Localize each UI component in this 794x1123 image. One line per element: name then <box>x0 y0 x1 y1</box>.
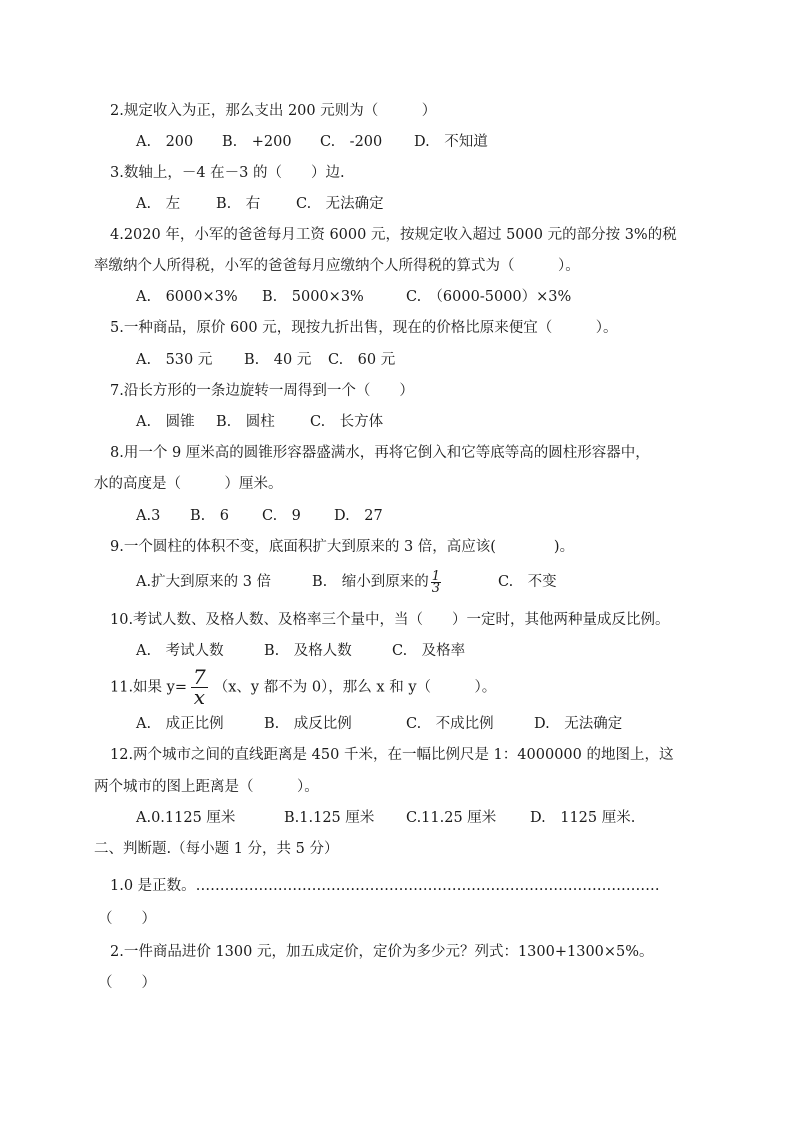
question-3-option-a: A. 左 <box>136 196 181 212</box>
question-12-option-d: D. 1125 厘米. <box>530 810 636 826</box>
question-4-option-a: A. 6000×3% <box>136 289 238 305</box>
question-5-option-b: B. 40 元 <box>244 352 312 368</box>
question-12-stem-line1: 12.两个城市之间的直线距离是 450 千米，在一幅比例尺是 1：4000000 的地图上，这 <box>110 747 674 763</box>
question-11-option-c: C. 不成比例 <box>406 716 494 732</box>
question-2-stem: 2.规定收入为正，那么支出 200 元则为（ ） <box>110 103 437 119</box>
question-4-stem-line2: 率缴纳个人所得税，小军的爸爸每月应缴纳个人所得税的算式为（ ）。 <box>94 258 580 274</box>
question-11-stem-prefix: 11.如果 y= <box>110 679 188 696</box>
judgment-2-bracket: （ ） <box>98 975 156 991</box>
question-2-option-a: A. 200 <box>136 134 194 150</box>
section-2-heading: 二、判断题.（每小题 1 分，共 5 分） <box>94 841 339 857</box>
question-8-option-b: B. 6 <box>190 508 229 524</box>
question-3-stem: 3.数轴上，－4 在－3 的（ ）边. <box>110 165 345 181</box>
question-3-option-c: C. 无法确定 <box>296 196 384 212</box>
fraction-denominator: x <box>193 685 206 709</box>
question-8-stem-line1: 8.用一个 9 厘米高的圆锥形容器盛满水，再将它倒入和它等底等高的圆柱形容器中， <box>110 445 650 461</box>
question-7-option-a: A. 圆锥 <box>136 414 195 430</box>
fraction-numerator: 1 <box>431 568 441 584</box>
question-11-option-d: D. 无法确定 <box>534 716 623 732</box>
question-10-option-c: C. 及格率 <box>392 643 466 659</box>
question-11-option-a: A. 成正比例 <box>136 716 224 732</box>
question-3-option-b: B. 右 <box>216 196 261 212</box>
question-9-option-a: A.扩大到原来的 3 倍 <box>136 574 272 590</box>
fraction-numerator: 7 <box>193 665 206 689</box>
question-11-stem <box>110 665 497 709</box>
judgment-2-stem: 2.一件商品进价 1300 元，加五成定价，定价为多少元？列式：1300+1300×5%。 <box>110 944 654 960</box>
one-third-fraction <box>431 568 441 596</box>
question-8-option-a: A.3 <box>136 508 161 524</box>
question-7-option-b: B. 圆柱 <box>216 414 275 430</box>
judgment-1-bracket: （ ） <box>98 911 156 927</box>
question-12-option-b: B.1.125 厘米 <box>284 810 375 826</box>
question-7-option-c: C. 长方体 <box>310 414 384 430</box>
question-9-option-b-label: B. 缩小到原来的 <box>312 574 429 590</box>
question-5-option-a: A. 530 元 <box>136 352 213 368</box>
question-5-option-c: C. 60 元 <box>328 352 396 368</box>
question-8-option-d: D. 27 <box>334 508 383 524</box>
question-5-stem: 5.一种商品，原价 600 元，现按九折出售，现在的价格比原来便宜（ ）。 <box>110 320 618 336</box>
question-8-option-c: C. 9 <box>262 508 301 524</box>
question-2-option-c: C. -200 <box>320 134 383 150</box>
question-12-option-a: A.0.1125 厘米 <box>136 810 236 826</box>
question-12-option-c: C.11.25 厘米 <box>406 810 497 826</box>
judgment-1-stem: 1.0 是正数。…………………………………………………………………………………… <box>110 878 660 894</box>
question-11-option-b: B. 成反比例 <box>264 716 352 732</box>
question-12-stem-line2: 两个城市的图上距离是（ ）。 <box>94 779 319 795</box>
question-2-option-b: B. +200 <box>222 134 292 150</box>
question-4-option-b: B. 5000×3% <box>262 289 364 305</box>
seven-over-x-fraction <box>191 665 208 709</box>
question-4-stem-line1: 4.2020 年，小军的爸爸每月工资 6000 元，按规定收入超过 5000 元的部分按 3%的税 <box>110 227 677 243</box>
question-10-option-a: A. 考试人数 <box>136 643 224 659</box>
question-7-stem: 7.沿长方形的一条边旋转一周得到一个（ ） <box>110 383 414 399</box>
question-10-stem: 10.考试人数、及格人数、及格率三个量中，当（ ）一定时，其他两种量成反比例。 <box>110 612 670 628</box>
question-4-option-c: C. （6000-5000）×3% <box>406 289 572 305</box>
question-2-option-d: D. 不知道 <box>414 134 488 150</box>
fraction-denominator: 3 <box>431 580 441 596</box>
question-10-option-b: B. 及格人数 <box>264 643 352 659</box>
question-9-option-c: C. 不变 <box>498 574 557 590</box>
question-9-option-b <box>312 566 443 598</box>
question-11-stem-suffix: （x、y 都不为 0），那么 x 和 y（ ）。 <box>213 679 497 696</box>
question-9-stem: 9.一个圆柱的体积不变，底面积扩大到原来的 3 倍，高应该( )。 <box>110 539 575 555</box>
question-8-stem-line2: 水的高度是（ ）厘米。 <box>94 476 283 492</box>
